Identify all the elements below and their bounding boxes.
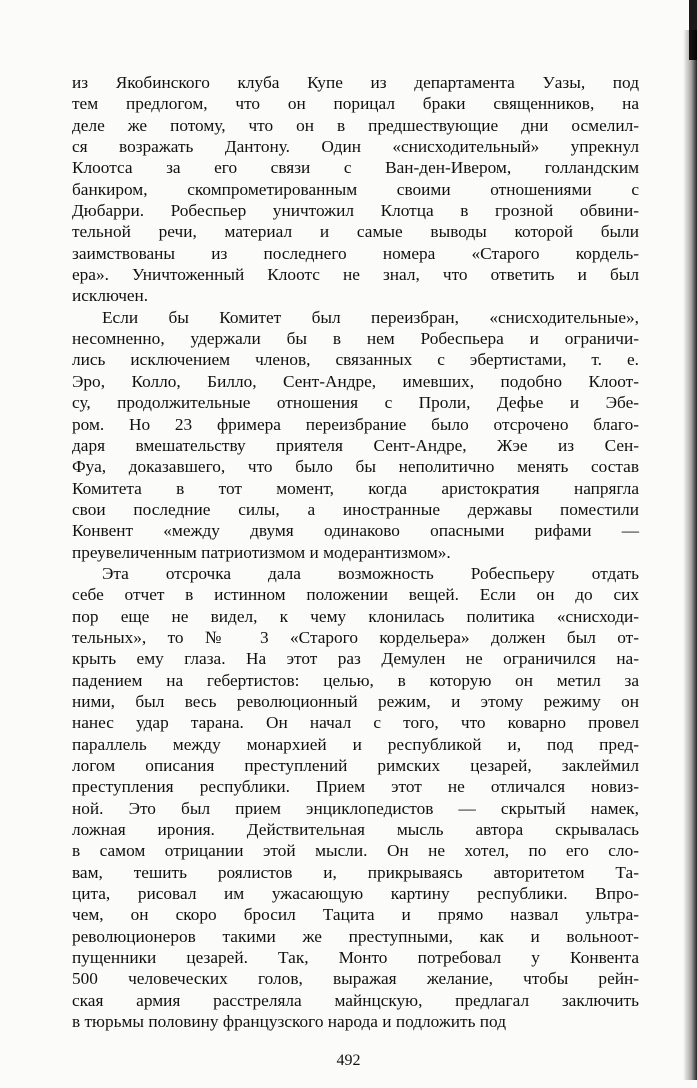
text-line: Фуа, доказавшего, что было бы неполитично менять состав	[72, 457, 639, 477]
text-line: ложная ирония. Действительная мысль автора скрывалась	[72, 820, 639, 840]
text-line: тем предлогом, что он порицал браки священников, на	[72, 94, 639, 114]
text-line: себе отчет в истинном положении вещей. Если он до сих	[72, 585, 639, 605]
page-number: 492	[336, 1052, 361, 1069]
text-line: свои последние силы, а иностранные державы поместили	[72, 499, 639, 519]
text-line: су, продолжительные отношения с Проли, Дефье и Эбе-	[72, 393, 639, 413]
text-line: вам, тешить роялистов и, прикрываясь авторитетом Та-	[72, 862, 639, 882]
page-edge-shadow	[683, 30, 697, 1080]
text-line: Если бы Комитет был переизбран, «снисходительные»,	[102, 307, 639, 327]
text-line: несомненно, удержали бы в нем Робеспьера и ограничи-	[72, 329, 639, 349]
text-line: даря вмешательству приятеля Сент-Андре, Жэе из Сен-	[72, 435, 639, 455]
text-line: ская армия расстреляла майнцскую, предлагал заключить	[72, 990, 639, 1010]
text-line: цита, рисовал им ужасающую картину республики. Впро-	[72, 884, 639, 904]
body-text	[72, 72, 639, 1032]
text-line: преступления республики. Прием этот не отличался новиз-	[72, 777, 639, 797]
text-line: лись исключением членов, связанных с эбертистами, т. е.	[72, 350, 639, 370]
text-line: Конвент «между двумя одинаково опасными рифами —	[72, 521, 639, 541]
text-line: Эро, Колло, Билло, Сент-Андре, имевших, подобно Клоот-	[72, 371, 639, 391]
text-line: в самом отрицании этой мысли. Он не хотел, по его сло-	[72, 841, 639, 861]
text-line: ной. Это был прием энциклопедистов — скрытый намек,	[72, 798, 639, 818]
text-line: Дюбарри. Робеспьер уничтожил Клотца в грозной обвини-	[72, 201, 639, 221]
text-line: Эта отсрочка дала возможность Робеспьеру отдать	[102, 563, 639, 583]
text-line: ними, был весь революционный режим, и этому режиму он	[72, 691, 639, 711]
text-line: Клоотса за его связи с Ван-ден-Ивером, голландским	[72, 158, 639, 178]
text-line: Комитета в тот момент, когда аристократия напрягла	[72, 478, 639, 498]
text-line: крыть ему глаза. На этот раз Демулен не ограничился на-	[72, 649, 639, 669]
text-line: ром. Но 23 фримера переизбрание было отсрочено благо-	[72, 414, 639, 434]
text-line: ся возражать Дантону. Один «снисходительный» упрекнул	[72, 137, 639, 157]
text-line: 500 человеческих голов, выражая желание, чтобы рейн-	[72, 969, 639, 989]
text-line: параллель между монархией и республикой и, под пред-	[72, 734, 639, 754]
paragraph	[72, 563, 639, 1033]
text-line: заимствованы из последнего номера «Старого кордель-	[72, 243, 639, 263]
text-line: в тюрьмы половину французского народа и подложить под	[72, 1012, 506, 1032]
text-line: из Якобинского клуба Купе из департамента Уазы, под	[72, 73, 639, 92]
text-line: пущенники цезарей. Так, Монто потребовал у Конвента	[72, 948, 639, 968]
text-line: революционеров такими же преступными, как и вольноот-	[72, 926, 639, 946]
paragraph	[72, 307, 639, 563]
text-line: падением на гебертистов: целью, в которую он метил за	[72, 670, 639, 690]
text-line: ера». Уничтоженный Клоотс не знал, что ответить и был	[72, 265, 639, 285]
text-line: логом описания преступлений римских цезарей, заклеймил	[72, 756, 639, 775]
text-line: нанес удар тарана. Он начал с того, что коварно провел	[72, 713, 639, 733]
text-line: чем, он скоро бросил Тацита и прямо назвал ультра-	[72, 905, 639, 925]
text-line: исключен.	[72, 286, 149, 306]
text-line: банкиром, скомпрометированным своими отношениями с	[72, 179, 639, 199]
paragraph	[72, 72, 639, 307]
text-line: преувеличенным патриотизмом и модерантизмом».	[72, 542, 451, 562]
text-line: пор еще не видел, к чему клонилась политика «снисходи-	[72, 606, 639, 626]
text-line: тельных», то № 3 «Старого кордельера» должен был от-	[72, 627, 639, 647]
text-line: тельной речи, материал и самые выводы которой были	[72, 222, 639, 242]
text-line: деле же потому, что он в предшествующие дни осмелил-	[72, 115, 639, 135]
